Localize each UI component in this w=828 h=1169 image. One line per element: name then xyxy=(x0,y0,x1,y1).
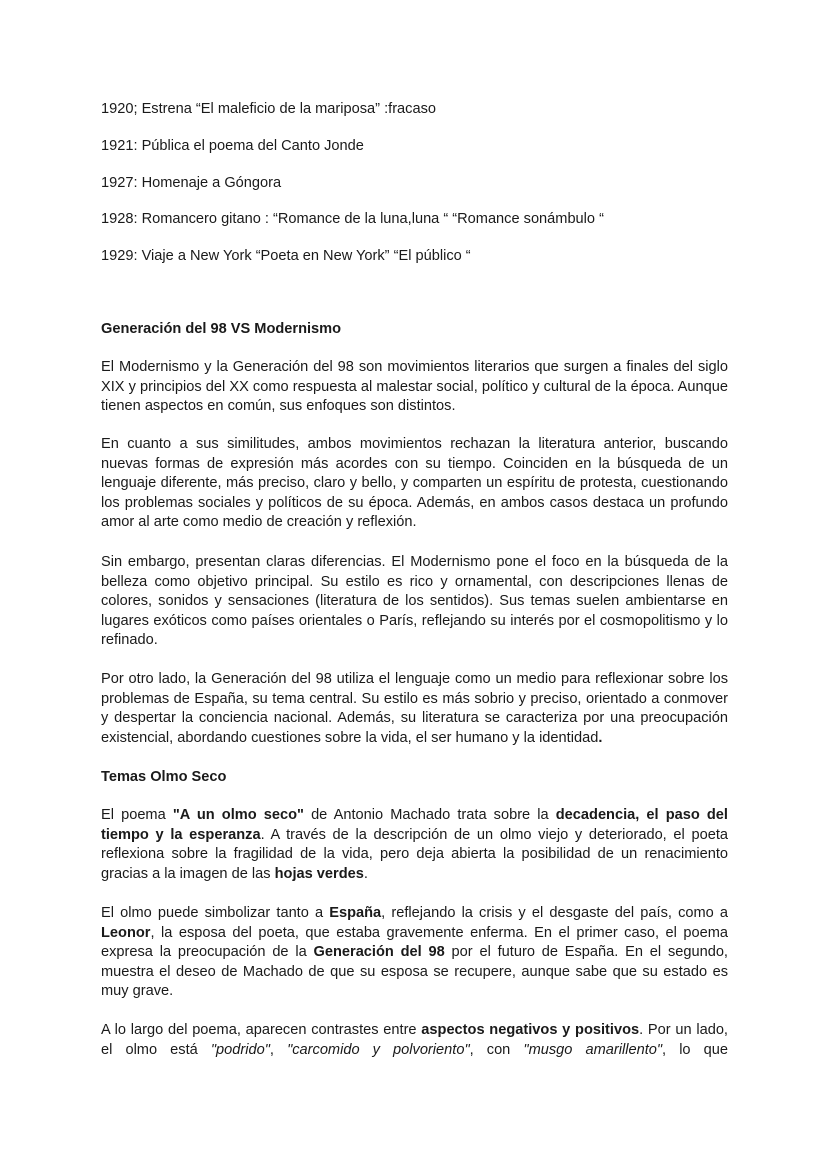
text-run: , lo que xyxy=(662,1041,728,1058)
text-run: A lo largo del poema, aparecen contrastes entre xyxy=(101,1022,422,1038)
bold-aspectos: aspectos negativos y positivos xyxy=(421,1022,640,1038)
bold-generacion-98: Generación del 98 xyxy=(313,944,445,961)
paragraph-diferencias: Sin embargo, presentan claras diferencias. El Modernismo pone el foco en la búsqueda de la belleza como objetivo principal. Su estilo es rico y ornamental, con descripciones llenas de colores, sonidos y sensaciones (literatura de los sentidos). Sus temas suelen ambientarse en lugares exóticos como países orientales o París, reflejando su interés por el cosmopolitismo y lo refinado. xyxy=(101,554,728,649)
paragraph-olmo-tema xyxy=(101,806,728,884)
paragraph-generacion-98 xyxy=(101,670,728,748)
text-run: de Antonio Machado trata sobre la xyxy=(303,807,556,823)
text-run: por el futuro de España. En el segundo, muestra el deseo de Machado de que su esposa se recupere, aunque sabe que su estado es muy grave. xyxy=(101,944,728,1000)
quote-podrido: "podrido" xyxy=(210,1041,270,1058)
bold-leonor: Leonor xyxy=(101,924,151,941)
text-run: . A través de la descripción de un olmo viejo y deteriorado, el poeta reflexiona sobre la fragilidad de la vida, pero deja abierta la posibilidad de un renacimiento gracias a la imagen de las xyxy=(101,826,728,882)
section-title-olmo-seco: Temas Olmo Seco xyxy=(101,769,227,785)
paragraph-olmo-contrastes xyxy=(101,1021,728,1060)
paragraph-olmo-simbolo xyxy=(101,904,728,1002)
timeline-entry-1928: 1928: Romancero gitano : “Romance de la luna,luna “ “Romance sonámbulo “ xyxy=(101,211,604,227)
bold-espana: España xyxy=(329,905,382,921)
text-run: , reflejando la crisis y el desgaste del país, como a xyxy=(381,905,729,921)
text-run: , con xyxy=(469,1041,524,1058)
paragraph-generacion-98-text: Por otro lado, la Generación del 98 utiliza el lenguaje como un medio para reflexionar sobre los problemas de España, su tema central. Su estilo es más sobrio y preciso, orientado a conmover y despertar la conciencia nacional. Además, su literatura se caracteriza por una preocupación existencial, abordando cuestiones sobre la vida, el ser humano y la identidad xyxy=(101,671,728,746)
text-run: El olmo puede simbolizar tanto a xyxy=(101,905,330,921)
text-run: , la esposa del poeta, que estaba gravemente enferma. En el primer caso, el poema expresa la preocupación de la xyxy=(101,924,728,961)
section-title-generacion: Generación del 98 VS Modernismo xyxy=(101,321,342,337)
timeline-entry-1927: 1927: Homenaje a Góngora xyxy=(101,175,282,191)
paragraph-similitudes: En cuanto a sus similitudes, ambos movimientos rechazan la literatura anterior, buscando nuevas formas de expresión más acordes con su tiempo. Coinciden en la búsqueda de un lenguaje diferente, más preciso, claro y bello, y comparten un espíritu de protesta, cuestionando los problemas sociales y políticos de su época. Además, en ambos casos destaca un profundo amor al arte como medio de creación y reflexión. xyxy=(101,436,728,531)
poem-title: "A un olmo seco" xyxy=(172,807,304,823)
paragraph-generacion-98-end: . xyxy=(598,729,603,746)
quote-musgo: "musgo amarillento" xyxy=(523,1041,663,1058)
paragraph-intro: El Modernismo y la Generación del 98 son movimientos literarios que surgen a finales del siglo XIX y principios del XX como respuesta al malestar social, político y cultural de la época. Aunque tienen aspectos en común, sus enfoques son distintos. xyxy=(101,359,728,415)
timeline-entry-1920: 1920; Estrena “El maleficio de la mariposa” :fracaso xyxy=(101,101,437,117)
text-run: El poema xyxy=(101,807,173,823)
text-run: , xyxy=(269,1041,288,1058)
bold-themes: decadencia, el paso del tiempo y la esperanza xyxy=(101,807,728,843)
timeline-entry-1929: 1929: Viaje a New York “Poeta en New York” “El público “ xyxy=(101,248,471,264)
bold-hojas-verdes: hojas verdes xyxy=(274,865,364,882)
text-run: . xyxy=(363,865,368,882)
quote-carcomido: "carcomido y polvoriento" xyxy=(287,1041,470,1058)
timeline-entry-1921: 1921: Pública el poema del Canto Jonde xyxy=(101,138,364,154)
text-run: . Por un lado, el olmo está xyxy=(101,1022,728,1058)
